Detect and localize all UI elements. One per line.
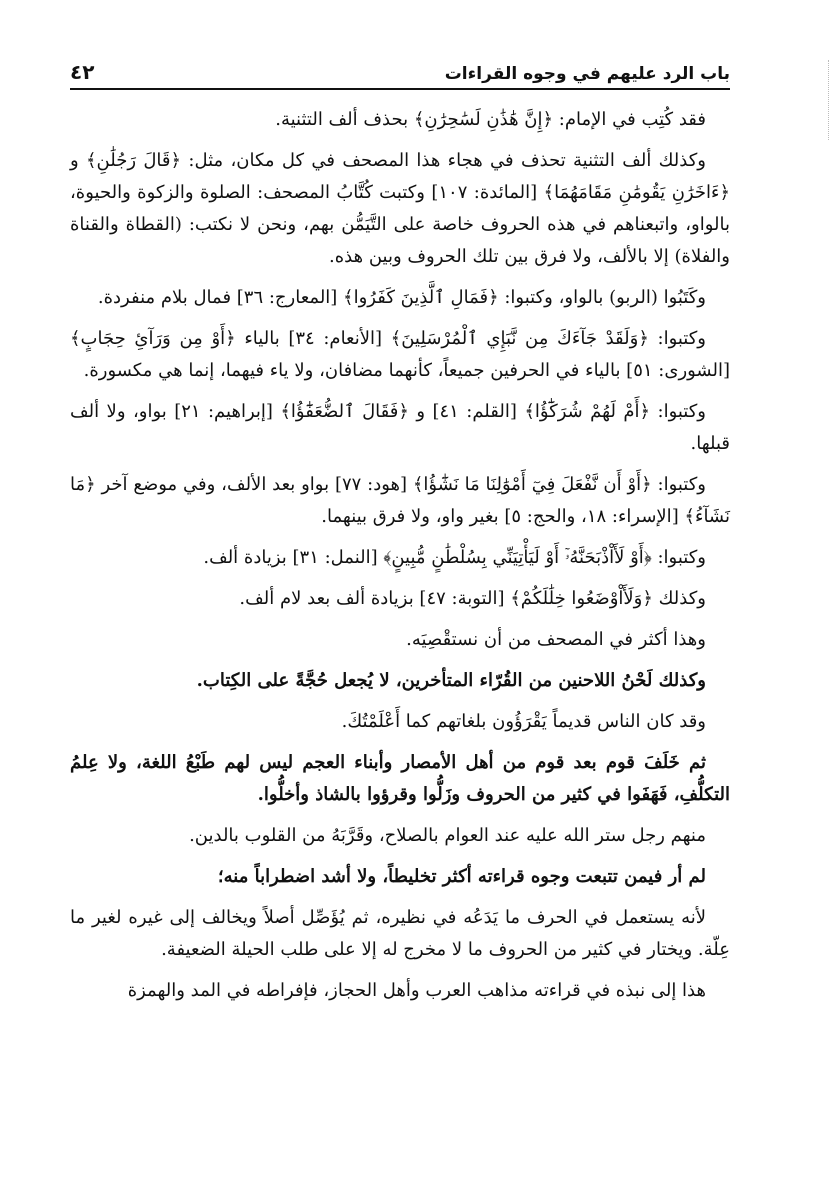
paragraph: وكتبوا: ﴿أَمْ لَهُمْ شُرَكَٰٓؤُا﴾ [القلم: ٤١] و ﴿فَقَالَ ٱلضُّعَفَٰٓؤُا﴾ [إبراهيم: ٢١] بواو، ولا ألف قبلها. <box>70 401 730 454</box>
paragraph: وكتبوا: ﴿وَلَقَدْ جَآءَكَ مِن نَّبَإِي ٱلْمُرْسَلِينَ﴾ [الأنعام: ٣٤] بالياء ﴿أَوْ مِن وَرَآئِ حِجَابٍ﴾ [الشورى: ٥١] بالياء في الحرفين جميعاً، كأنهما مضافان، ولا ياء فيهما، إنما هي مكسورة. <box>70 328 730 381</box>
paragraph: فقد كُتِب في الإمام: ﴿إِنَّ هَٰذَٰنِ لَسَٰحِرَٰنِ﴾ بحذف ألف التثنية. <box>275 109 706 130</box>
running-title: باب الرد عليهم في وجوه القراءات <box>444 64 730 84</box>
paragraph: وكذلك ألف التثنية تحذف في هجاء هذا المصحف في كل مكان، مثل: ﴿قَالَ رَجُلَٰنِ﴾ و ﴿ءَاخَرَٰنِ يَقُومَٰنِ مَقَامَهُمَا﴾ [المائدة: ١٠٧] وكتبت كُتَّابُ المصحف: الصلوة والزكوة والحيوة، بالواو، واتبعناهم في هذه الحروف خاصة على التَّيَمُّن بهم، ونحن لا نكتب: (القطاة والقناة والفلاة) إلا بالألف، ولا فرق بين تلك الحروف وبين هذه. <box>70 150 730 267</box>
scan-edge-mark <box>826 60 829 140</box>
page-number: ٤٢ <box>70 60 95 84</box>
paragraph: ثم خَلَفَ قوم بعد قوم من أهل الأمصار وأبناء العجم ليس لهم طَبْعُ اللغة، ولا عِلمُ التكلُّفِ، فَهَفَوا في كثير من الحروف وزَلُّوا وقرؤوا بالشاذ وأخلُّوا. <box>70 752 730 805</box>
paragraph: وكتبوا: ﴿أَوْ لَأَاْذْبَحَنَّهُۥٓ أَوْ لَيَأْتِيَنِّي بِسُلْطَٰنٍ مُّبِينٍ﴾ [النمل: ٣١] بزيادة ألف. <box>203 547 706 568</box>
book-page <box>70 48 730 1016</box>
paragraph: وكذلك لَحْنُ اللاحنين من القُرّاء المتأخرين، لا يُجعل حُجَّةً على الكِتاب. <box>196 670 706 691</box>
paragraph: وقد كان الناس قديماً يَقْرَؤُون بلغاتهم كما أَعْلَمْتُكَ. <box>341 711 706 732</box>
paragraph: وكتبوا: ﴿أَوْ أَن نَّفْعَلَ فِيٓ أَمْوَٰلِنَا مَا نَشَٰٓؤُا﴾ [هود: ٧٧] بواو بعد الألف، وفي موضع آخر ﴿مَا نَشَآءُ﴾ [الإسراء: ١٨، والحج: ٥] بغير واو، ولا فرق بينهما. <box>70 474 730 527</box>
paragraph: وكذلك ﴿وَلَأَاْوْضَعُوا خِلَٰلَكُمْ﴾ [التوبة: ٤٧] بزيادة ألف بعد لام ألف. <box>239 588 706 609</box>
paragraph: وهذا أكثر في المصحف من أن نستقْصِيَه. <box>406 629 706 650</box>
paragraph: هذا إلى نبذه في قراءته مذاهب العرب وأهل الحجاز، فإفراطه في المد والهمزة <box>127 980 706 1001</box>
body-text <box>70 104 730 1007</box>
paragraph: منهم رجل ستر الله عليه عند العوام بالصلاح، وقَرَّبَهُ من القلوب بالدين. <box>189 825 706 846</box>
paragraph: لأنه يستعمل في الحرف ما يَدَعُه في نظيره، ثم يُؤَصِّل أصلاً ويخالف إلى غيره لغير ما عِلّة. ويختار في كثير من الحروف ما لا مخرج له إلا على طلب الحيلة الضعيفة. <box>70 907 730 960</box>
paragraph: وكَتَبُوا (الربو) بالواو، وكتبوا: ﴿فَمَالِ ٱلَّذِينَ كَفَرُوا﴾ [المعارج: ٣٦] فمال بلام منفردة. <box>97 287 706 308</box>
page-header <box>70 48 730 90</box>
paragraph: لم أر فيمن تتبعت وجوه قراءته أكثر تخليطاً، ولا أشد اضطراباً منه؛ <box>217 866 706 887</box>
